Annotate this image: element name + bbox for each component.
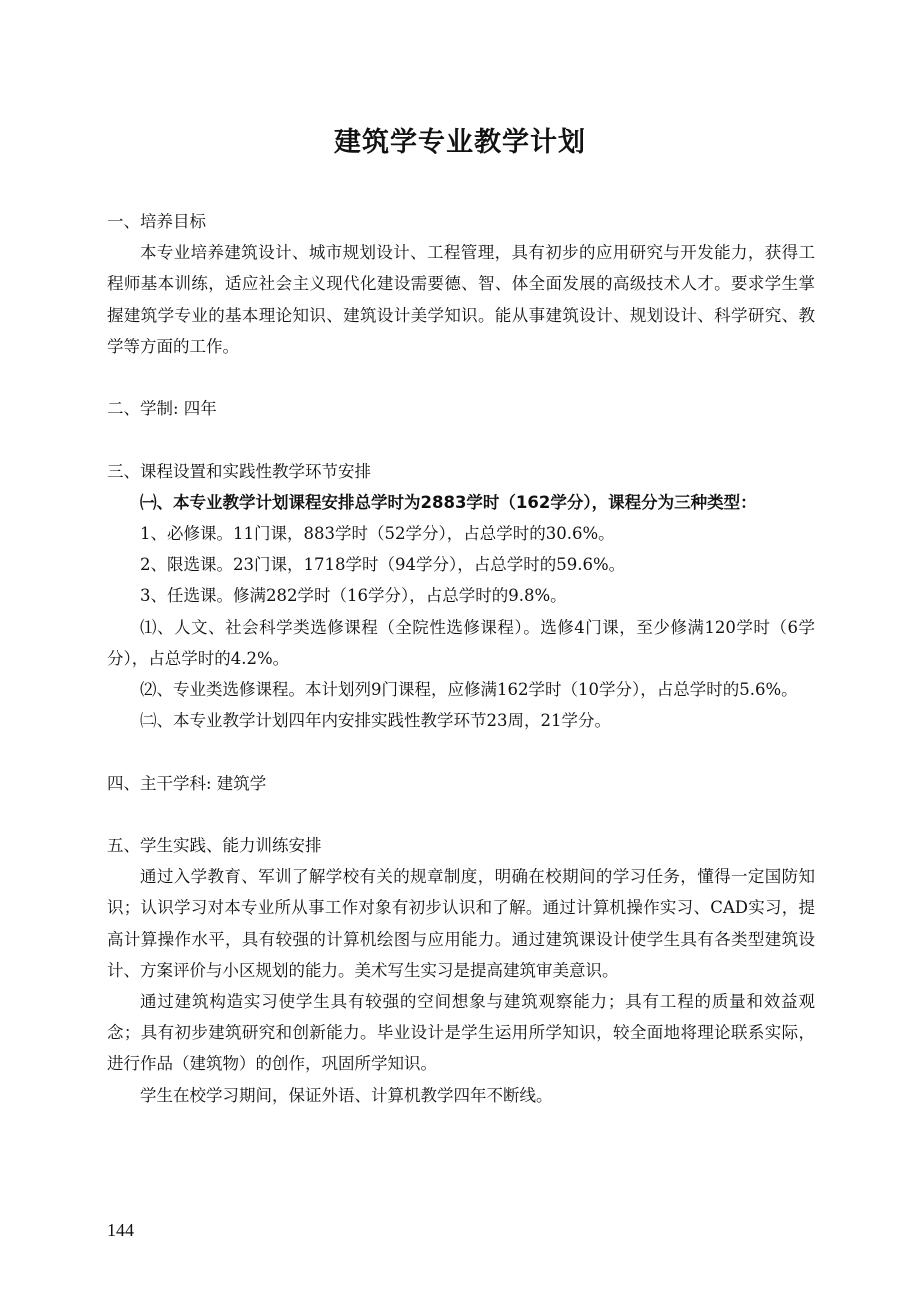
spacer xyxy=(107,424,815,455)
spacer xyxy=(107,799,815,830)
section-heading-curriculum: 三、课程设置和实践性教学环节安排 xyxy=(107,461,371,481)
curriculum-item: ⑵、专业类选修课程。本计划列9门课程，应修满162学时（10学分），占总学时的5.6%。 xyxy=(140,680,798,700)
section-heading-discipline: 四、主干学科: 建筑学 xyxy=(107,773,267,793)
curriculum-item: 3、任选课。修满282学时（16学分），占总学时的9.8%。 xyxy=(140,586,567,606)
practice-paragraph: 通过建筑构造实习使学生具有较强的空间想象与建筑观察能力；具有工程的质量和效益观念；具有初步建筑研究和创新能力。毕业设计是学生运用所学知识，较全面地将理论联系实际，进行作品（建筑物）的创作，巩固所学知识。 xyxy=(107,992,815,1074)
curriculum-item: ㈡、本专业教学计划四年内安排实践性教学环节23周，21学分。 xyxy=(140,711,611,731)
curriculum-summary: ㈠、本专业教学计划课程安排总学时为2883学时（162学分），课程分为三种类型： xyxy=(140,492,757,512)
section-heading-duration: 二、学制: 四年 xyxy=(107,399,217,419)
practice-paragraph: 学生在校学习期间，保证外语、计算机教学四年不断线。 xyxy=(140,1085,553,1105)
page-title: 建筑学专业教学计划 xyxy=(334,127,586,158)
goals-paragraph: 本专业培养建筑设计、城市规划设计、工程管理，具有初步的应用研究与开发能力，获得工程师基本训练，适应社会主义现代化建设需要德、智、体全面发展的高级技术人才。要求学生掌握建筑学专业的基本理论知识、建筑设计美学知识。能从事建筑设计、规划设计、科学研究、教学等方面的工作。 xyxy=(107,243,815,356)
curriculum-item: 2、限选课。23门课，1718学时（94学分），占总学时的59.6%。 xyxy=(140,555,626,575)
document-body xyxy=(107,206,815,1111)
practice-paragraph: 通过入学教育、军训了解学校有关的规章制度，明确在校期间的学习任务，懂得一定国防知识；认识学习对本专业所从事工作对象有初步认识和了解。通过计算机操作实习、CAD实习，提高计算操作水平，具有较强的计算机绘图与应用能力。通过建筑课设计使学生具有各类型建筑设计、方案评价与小区规划的能力。美术写生实习是提高建筑审美意识。 xyxy=(107,867,815,980)
page-number: 144 xyxy=(107,1220,134,1240)
section-heading-practice: 五、学生实践、能力训练安排 xyxy=(107,836,322,855)
spacer xyxy=(107,736,815,767)
curriculum-item: ⑴、人文、社会科学类选修课程（全院性选修课程）。选修4门课，至少修满120学时（6学分），占总学时的4.2%。 xyxy=(107,617,815,668)
spacer xyxy=(107,362,815,393)
curriculum-item: 1、必修课。11门课，883学时（52学分），占总学时的30.6%。 xyxy=(140,524,615,543)
section-heading-goals: 一、培养目标 xyxy=(107,212,206,231)
